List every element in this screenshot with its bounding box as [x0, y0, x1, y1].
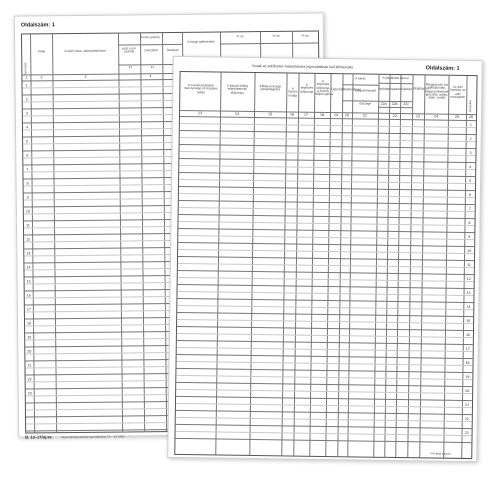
header-targyi: A tárgyi adómentes: [187, 39, 215, 44]
header-25: Az adó fizetése az adó országban: [450, 84, 466, 100]
back-footer-note: Nyomtatvány kézirat nyomtatvány 15 – 10 0465: [61, 433, 125, 439]
col-number: 23: [415, 114, 421, 119]
header-pct1: % os: [236, 34, 244, 39]
col-number: 17: [303, 112, 309, 117]
row-number: 14: [26, 265, 31, 270]
header-20: Önellenőrzés: [342, 87, 362, 92]
header-ft1: Ft: [128, 65, 132, 70]
col-number: 19: [333, 113, 339, 118]
row-number: 18: [27, 321, 32, 326]
header-21-sub2: összege: [359, 101, 372, 106]
row-number: 11: [26, 223, 30, 228]
header-26: Sorszám: [468, 100, 473, 113]
row-number: 12: [26, 237, 31, 242]
back-footer-code: B. 13–17/új.sz.: [25, 434, 53, 440]
col-number: 13: [197, 111, 203, 116]
row-number: 8: [26, 181, 29, 186]
row-number: 4: [25, 125, 28, 130]
row-number: 7: [468, 207, 471, 212]
row-number: 1: [469, 123, 472, 128]
col-number: 1: [25, 75, 28, 80]
row-number: 17: [26, 307, 31, 312]
header-szamla-sub2: sorszáma: [144, 48, 159, 53]
row-number: 7: [26, 167, 29, 172]
row-number: 10: [25, 209, 30, 214]
row-number: 18: [465, 360, 470, 366]
header-22-sub3: Kiállítás: [400, 87, 412, 92]
row-number: 2: [25, 97, 28, 102]
col-number: 4: [149, 74, 152, 79]
front-title: *(csak az adófizetés halasztására jogosultaknak kell kitölteniük): [251, 63, 353, 70]
row-number: 8: [468, 221, 471, 226]
col-number: 18: [319, 112, 325, 117]
row-number: 19: [27, 335, 32, 340]
row-number: 3: [469, 151, 472, 156]
row-number: 19: [465, 374, 470, 380]
header-sorszam: Sorszám: [23, 62, 28, 75]
col-number: 15: [267, 112, 273, 117]
header-23: Megjegyzés: [412, 86, 430, 91]
header-pct3: % os: [301, 33, 309, 38]
row-number: 11: [467, 262, 471, 268]
row-number: 2: [469, 137, 472, 142]
row-number: 6: [468, 193, 471, 198]
row-number: 12: [466, 276, 471, 282]
row-number: 5: [26, 139, 29, 144]
row-number: 4: [469, 165, 472, 170]
back-page-number: Oldalszám: 1: [20, 22, 55, 29]
header-22-sub1: Adóalap: [378, 86, 391, 91]
front-sheet: [167, 56, 483, 462]
header-22-sub2: Ingatlan: [389, 86, 401, 92]
sub-col-number: 22b: [391, 101, 398, 106]
row-number: 15: [466, 318, 471, 324]
header-13: A szerkezetadatok mennyisége és forgalmi adója: [183, 83, 218, 95]
sub-col-number: 22a: [380, 101, 387, 106]
sub-col-number: 22c: [403, 102, 410, 107]
row-number: 9: [468, 234, 471, 240]
row-number: 1: [25, 83, 28, 88]
header-15: Előleg összege adóelőlegként: [259, 84, 282, 92]
row-number: 5: [469, 179, 472, 184]
header-pct2: % os: [272, 33, 280, 38]
header-24: Megjegyzés (az adóigazolás, kiegészítésének, igazolás, adóig, oldal, mellé): [425, 82, 450, 101]
header-kelte: Kelte: [38, 49, 46, 54]
front-page-number: Oldalszám: 1: [425, 65, 460, 72]
row-number: 22: [27, 377, 32, 382]
row-number: 16: [26, 293, 31, 298]
row-number: 21: [464, 402, 470, 408]
header-szamla-sub3: összege: [166, 47, 179, 53]
header-18: A teljesítés időpontja a fordító időpontjához: [315, 78, 334, 97]
row-number: 6: [26, 153, 29, 158]
row-number: 15: [26, 279, 31, 284]
row-number: 23: [27, 391, 32, 396]
row-number: 23: [464, 430, 469, 436]
row-number: 13: [466, 290, 471, 296]
header-19: Ügyszám: [331, 87, 345, 92]
header-21-sub1: Kiegyenlítendő: [354, 88, 376, 93]
row-number: 22: [464, 416, 469, 422]
col-number: 25: [454, 114, 460, 119]
row-number: 10: [467, 248, 472, 254]
col-number: 16: [289, 112, 295, 117]
header-22: A kiszállított kamat: [382, 75, 409, 81]
header-16: A fizetés módja: [288, 86, 298, 98]
col-number: 3: [84, 74, 87, 79]
header-szamla: A kiírt számla: [140, 35, 160, 40]
row-number: 17: [465, 346, 470, 352]
header-ft2: Ft: [150, 65, 154, 70]
col-number: 22: [392, 113, 398, 118]
row-number: 14: [466, 304, 471, 310]
row-number: 13: [26, 251, 31, 256]
col-number: 2: [40, 75, 43, 80]
col-number: 20: [344, 113, 350, 118]
front-footer-note: PM által igazolt: [430, 451, 451, 456]
header-szamla-sub1: jelzi a sor számla: [122, 46, 136, 54]
row-number: 20: [465, 388, 470, 394]
row-number: 21: [27, 363, 32, 368]
row-number: 16: [465, 332, 470, 338]
col-number: 24: [433, 114, 439, 119]
row-number: 3: [25, 111, 28, 116]
front-table: [174, 71, 477, 459]
header-21: A kiírás: [355, 76, 366, 81]
header-17: A teljesítés időpontja: [300, 82, 314, 94]
col-number: 14: [234, 111, 240, 116]
header-14: A kapott előleg teljesítésének időpontja: [226, 83, 248, 95]
row-number: 9: [26, 195, 29, 200]
col-number: 21: [362, 113, 368, 118]
row-number: 20: [27, 349, 32, 354]
header-vevo: A vevő neve, adószáma/címe: [64, 48, 107, 54]
col-number: 26: [468, 114, 474, 120]
